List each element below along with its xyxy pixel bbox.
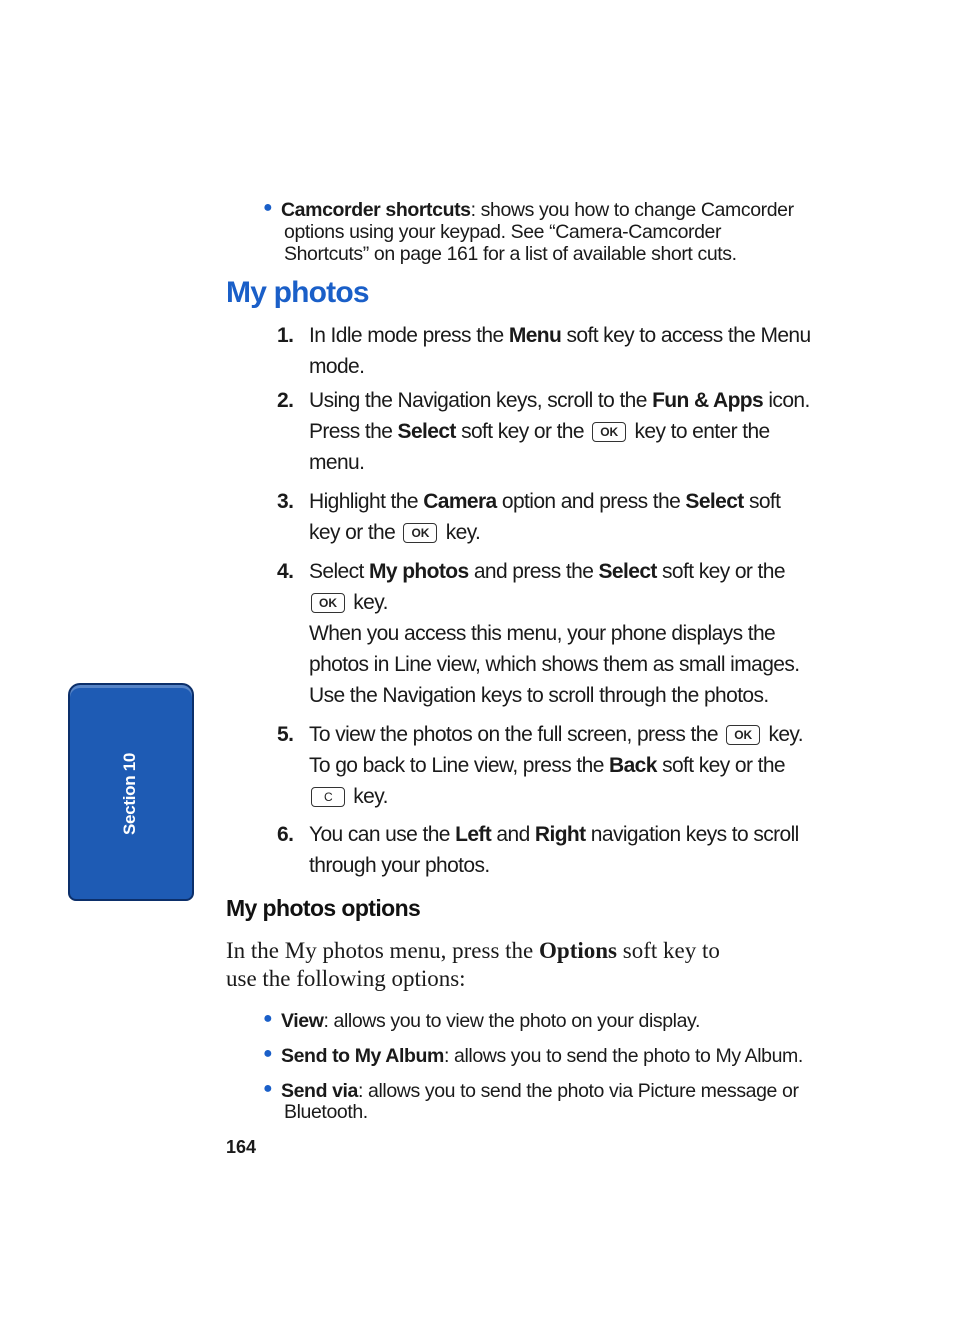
step-2 bbox=[309, 385, 810, 478]
step-bold: Select bbox=[685, 490, 744, 513]
step-text: In Idle mode press the bbox=[309, 324, 509, 347]
step-number: 3. bbox=[277, 490, 294, 513]
section-title: My photos bbox=[226, 276, 369, 309]
ok-key-icon: OK bbox=[311, 593, 345, 613]
step-bold: Fun & Apps bbox=[652, 389, 764, 412]
option-view bbox=[281, 1010, 700, 1032]
step-text: soft key or the bbox=[656, 560, 785, 583]
step-number: 6. bbox=[277, 823, 294, 846]
step-number: 1. bbox=[277, 324, 294, 347]
step-text: Highlight the bbox=[309, 490, 424, 513]
step-text: key. bbox=[353, 591, 388, 614]
step-bold: Left bbox=[455, 823, 492, 846]
step-text: key to enter the bbox=[634, 420, 770, 443]
step-text: key or the bbox=[309, 521, 396, 544]
option-desc: : allows you to view the photo on your display. bbox=[323, 1010, 700, 1032]
step-text: soft key or the bbox=[455, 420, 584, 443]
bullet-camcorder-shortcuts bbox=[281, 199, 794, 221]
step-text: through your photos. bbox=[309, 854, 490, 877]
step-text: Press the bbox=[309, 420, 398, 443]
step-text: Using the Navigation keys, scroll to the bbox=[309, 389, 653, 412]
step-text: key. bbox=[353, 785, 388, 808]
step-bold: My photos bbox=[369, 560, 469, 583]
step-text: photos in Line view, which shows them as small images. bbox=[309, 653, 800, 676]
step-text: To view the photos on the full screen, press the bbox=[309, 723, 718, 746]
step-text: To go back to Line view, press the bbox=[309, 754, 610, 777]
option-send-via bbox=[281, 1080, 799, 1102]
step-text: navigation keys to scroll bbox=[585, 823, 799, 846]
option-desc: : allows you to send the photo to My Album. bbox=[443, 1045, 803, 1067]
intro-bold: Options bbox=[539, 938, 617, 963]
option-desc: Bluetooth. bbox=[284, 1101, 368, 1123]
step-4 bbox=[309, 556, 800, 711]
ok-key-icon: OK bbox=[403, 523, 437, 543]
step-bold: Select bbox=[397, 420, 456, 443]
intro-text: In the My photos menu, press the bbox=[226, 938, 540, 963]
step-number: 4. bbox=[277, 560, 294, 583]
option-send-to-album bbox=[281, 1045, 803, 1067]
step-text: key. bbox=[768, 723, 804, 746]
step-text: and bbox=[491, 823, 535, 846]
section-tab-label: Section 10 bbox=[120, 752, 139, 835]
bullet-text: : shows you how to change Camcorder bbox=[470, 199, 794, 221]
option-send-via-continuation bbox=[284, 1101, 368, 1123]
option-term: View bbox=[281, 1010, 324, 1032]
step-text: option and press the bbox=[496, 490, 686, 513]
clear-key-icon: C bbox=[311, 787, 345, 807]
intro-text: soft key to bbox=[617, 938, 720, 963]
bullet-icon: ● bbox=[263, 1010, 273, 1027]
step-6 bbox=[309, 819, 799, 881]
step-text: Use the Navigation keys to scroll through the photos. bbox=[309, 684, 769, 707]
option-desc: : allows you to send the photo via Picture message or bbox=[358, 1080, 799, 1102]
step-bold: Camera bbox=[423, 490, 497, 513]
step-text: soft key or the bbox=[656, 754, 785, 777]
intro-text: use the following options: bbox=[226, 966, 466, 991]
step-bold: Back bbox=[609, 754, 657, 777]
bullet-continuation bbox=[284, 221, 737, 265]
step-text: and press the bbox=[468, 560, 599, 583]
step-1 bbox=[309, 320, 811, 382]
step-bold: Menu bbox=[508, 324, 562, 347]
step-text: soft bbox=[743, 490, 781, 513]
step-text: When you access this menu, your phone displays the bbox=[309, 622, 776, 645]
options-intro bbox=[226, 937, 720, 993]
step-5 bbox=[309, 719, 803, 812]
step-text: icon. bbox=[763, 389, 810, 412]
bullet-icon: ● bbox=[263, 1080, 273, 1097]
page-number: 164 bbox=[226, 1137, 257, 1157]
step-bold: Right bbox=[534, 823, 586, 846]
step-number: 5. bbox=[277, 723, 294, 746]
ok-key-icon: OK bbox=[726, 725, 760, 745]
bullet-icon: ● bbox=[263, 1045, 273, 1062]
step-number: 2. bbox=[277, 389, 294, 412]
option-term: Send via bbox=[281, 1080, 358, 1102]
step-text: You can use the bbox=[309, 823, 456, 846]
bullet-line: Shortcuts” on page 161 for a list of available short cuts. bbox=[284, 243, 737, 265]
step-bold: Select bbox=[598, 560, 657, 583]
step-text: Select bbox=[309, 560, 369, 583]
option-term: Send to My Album bbox=[281, 1045, 444, 1067]
step-text: mode. bbox=[309, 355, 365, 378]
ok-key-icon: OK bbox=[592, 422, 626, 442]
bullet-icon: ● bbox=[263, 199, 273, 216]
step-text: soft key to access the Menu bbox=[561, 324, 811, 347]
step-text: key. bbox=[445, 521, 481, 544]
step-3 bbox=[309, 486, 780, 548]
step-text: menu. bbox=[309, 451, 365, 474]
subsection-title: My photos options bbox=[226, 895, 421, 921]
bullet-term: Camcorder shortcuts bbox=[281, 199, 471, 221]
bullet-line: options using your keypad. See “Camera-Camcorder bbox=[284, 221, 722, 243]
